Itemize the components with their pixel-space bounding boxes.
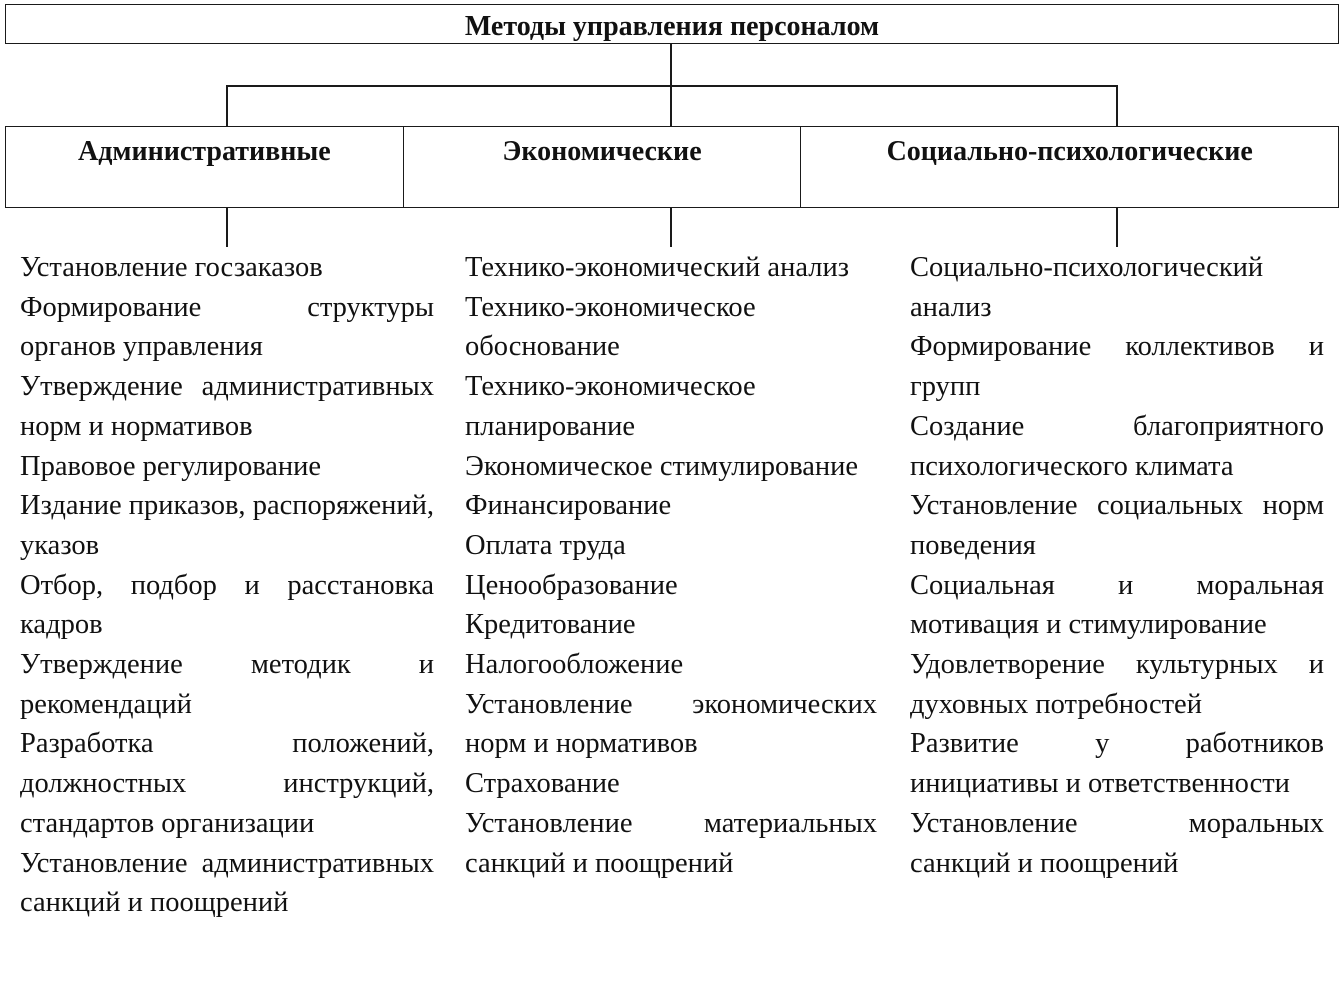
category-header-administrative: Административные [78, 136, 331, 167]
list-item: Установление госзаказов [20, 252, 323, 283]
diagram-title-box [5, 4, 1339, 44]
category-header-social-psychological: Социально-психологические [800, 127, 1338, 207]
list-item: Страхование [465, 768, 620, 800]
diagram-title: Методы управления персоналом [464, 11, 880, 42]
list-item: Социальная и моральная мотивация и стимулирование [910, 569, 1324, 641]
list-item: Формирование структуры органов управления [20, 291, 434, 363]
connector-left-drop [226, 85, 228, 126]
column-administrative [20, 248, 434, 923]
list-item: Технико-экономическое обоснование [465, 291, 756, 363]
list-item: Разработка положений, должностных инструкций, стандартов организации [20, 728, 434, 839]
list-item: Установление административных санкций и поощрений [20, 847, 434, 919]
list-item: Удовлетворение культурных и духовных потребностей [910, 649, 1324, 720]
list-item: Установление моральных санкций и поощрений [910, 807, 1324, 879]
list-item: Кредитование [465, 609, 636, 641]
column-social-psychological [910, 248, 1324, 883]
category-header-economic: Экономические [403, 127, 801, 207]
list-item: Ценообразование [465, 569, 678, 601]
list-item: Финансирование [465, 490, 672, 522]
list-item: Утверждение административных норм и нормативов [20, 371, 434, 442]
list-item: Технико-экономическое планирование [465, 371, 756, 442]
column-economic [465, 248, 877, 883]
connector-right-drop [1116, 85, 1118, 126]
list-item: Утверждение методик и рекомендаций [20, 649, 434, 720]
list-item: Экономическое стимулирование [465, 450, 859, 482]
list-item: Формирование коллективов и групп [910, 331, 1324, 403]
list-item: Установление экономических норм и нормативов [465, 688, 877, 760]
list-item: Оплата труда [465, 529, 626, 561]
list-item: Отбор, подбор и расстановка кадров [20, 569, 434, 641]
list-item: Налогообложение [465, 649, 684, 681]
list-item: Установление социальных норм поведения [910, 490, 1324, 561]
list-item: Развитие у работников инициативы и ответственности [910, 728, 1324, 800]
list-item: Установление материальных санкций и поощрений [465, 807, 877, 879]
connector-horizontal [226, 85, 1118, 87]
list-item: Социально-психологический анализ [910, 252, 1264, 323]
connector-admin-down [226, 208, 228, 247]
list-item: Технико-экономический анализ [465, 252, 849, 283]
connector-econ-down [670, 208, 672, 247]
connector-soc-down [1116, 208, 1118, 247]
list-item: Правовое регулирование [20, 450, 322, 482]
list-item: Создание благоприятного психологического климата [910, 410, 1324, 482]
list-item: Издание приказов, распоряжений, указов [20, 490, 434, 561]
category-header-row [5, 126, 1339, 208]
